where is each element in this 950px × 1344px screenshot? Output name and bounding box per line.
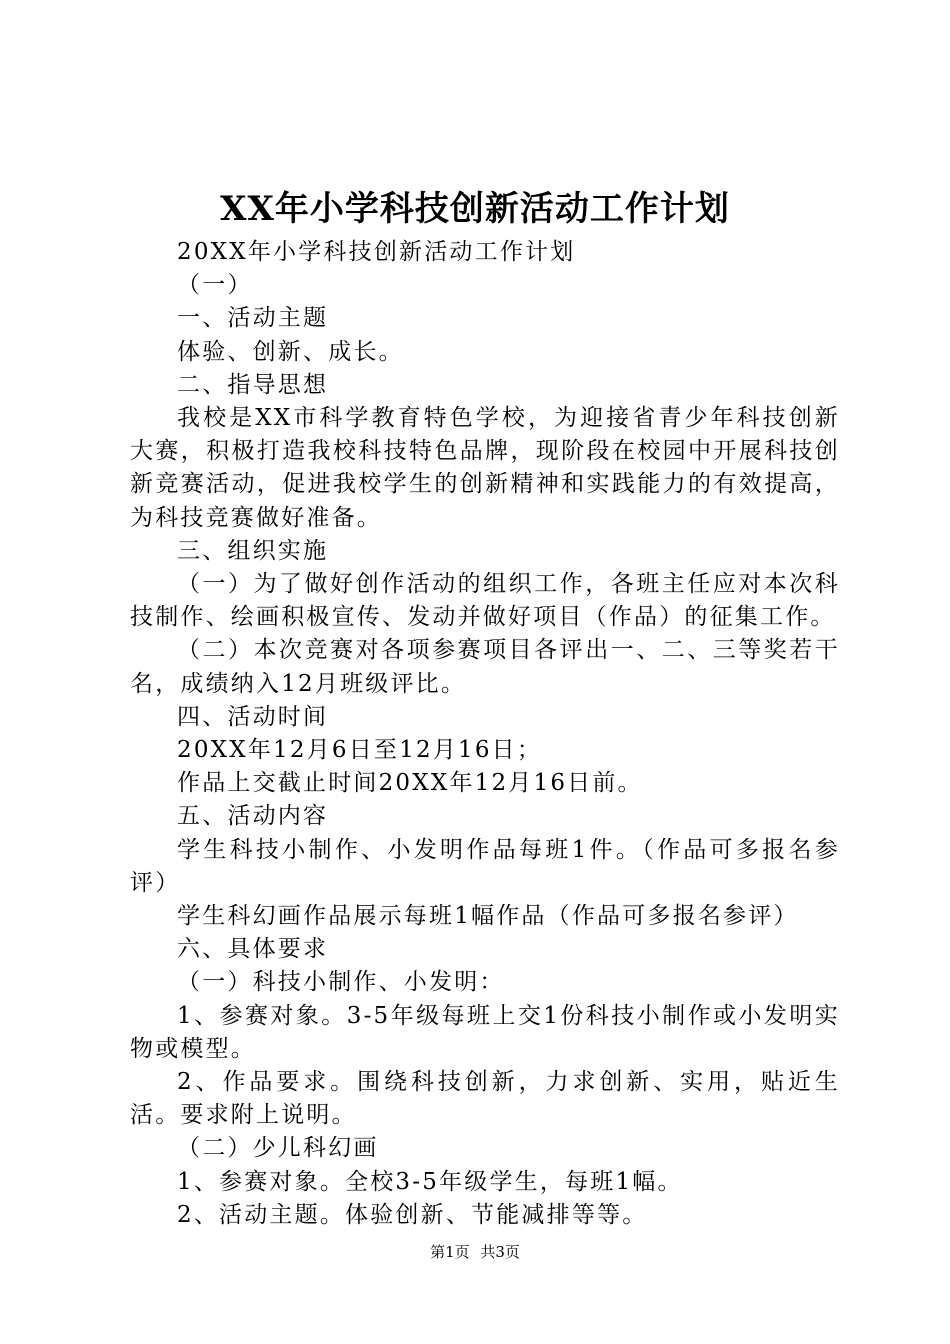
page-total: 共3页 xyxy=(480,1243,520,1261)
page-number: 第1页 xyxy=(430,1243,470,1261)
paragraph-subtitle: 20XX年小学科技创新活动工作计划 xyxy=(177,239,576,265)
heading-organization: 三、组织实施 xyxy=(177,537,329,564)
heading-guiding-idea: 二、指导思想 xyxy=(177,371,329,398)
paragraph-requirement-b: （二）少儿科幻画 xyxy=(177,1135,379,1162)
paragraph-requirement-a-1: 1、参赛对象。3-5年级每班上交1份科技小制作或小发明实物或模型。 xyxy=(130,1002,840,1062)
heading-activity-content: 五、活动内容 xyxy=(177,803,329,830)
paragraph-organization-2: （二）本次竞赛对各项参赛项目各评出一、二、三等奖若干名，成绩纳入12月班级评比。 xyxy=(130,637,840,697)
paragraph-guiding-idea: 我校是XX市科学教育特色学校，为迎接省青少年科技创新大赛，积极打造我校科技特色品牌，现阶段在校园中开展科技创新竞赛活动，促进我校学生的创新精神和实践能力的有效提高，为科技竞赛做好准备。 xyxy=(130,405,840,531)
paragraph-content-2: 学生科幻画作品展示每班1幅作品（作品可多报名参评） xyxy=(177,903,799,930)
paragraph-requirement-b-2: 2、活动主题。体验创新、节能减排等等。 xyxy=(177,1201,648,1228)
paragraph-deadline: 作品上交截止时间20XX年12月16日前。 xyxy=(177,770,643,797)
paragraph-time-range: 20XX年12月6日至12月16日； xyxy=(177,737,543,764)
document-body xyxy=(130,236,840,1232)
paragraph-part-one: （一） xyxy=(177,272,253,299)
paragraph-theme: 体验、创新、成长。 xyxy=(177,338,404,365)
paragraph-organization-1: （一）为了做好创作活动的组织工作，各班主任应对本次科技制作、绘画积极宣传、发动并做好项目（作品）的征集工作。 xyxy=(130,571,840,631)
paragraph-requirement-a-2: 2、作品要求。围绕科技创新，力求创新、实用，贴近生活。要求附上说明。 xyxy=(130,1069,840,1129)
page-footer xyxy=(0,1242,950,1262)
heading-activity-theme: 一、活动主题 xyxy=(177,305,329,332)
heading-requirements: 六、具体要求 xyxy=(177,936,329,963)
document-title: XX年小学科技创新活动工作计划 xyxy=(220,189,730,229)
paragraph-content-1: 学生科技小制作、小发明作品每班1件。（作品可多报名参评） xyxy=(130,836,840,896)
paragraph-requirement-b-1: 1、参赛对象。全校3-5年级学生，每班1幅。 xyxy=(177,1168,683,1195)
paragraph-requirement-a: （一）科技小制作、小发明： xyxy=(177,969,505,996)
heading-activity-time: 四、活动时间 xyxy=(177,703,329,730)
